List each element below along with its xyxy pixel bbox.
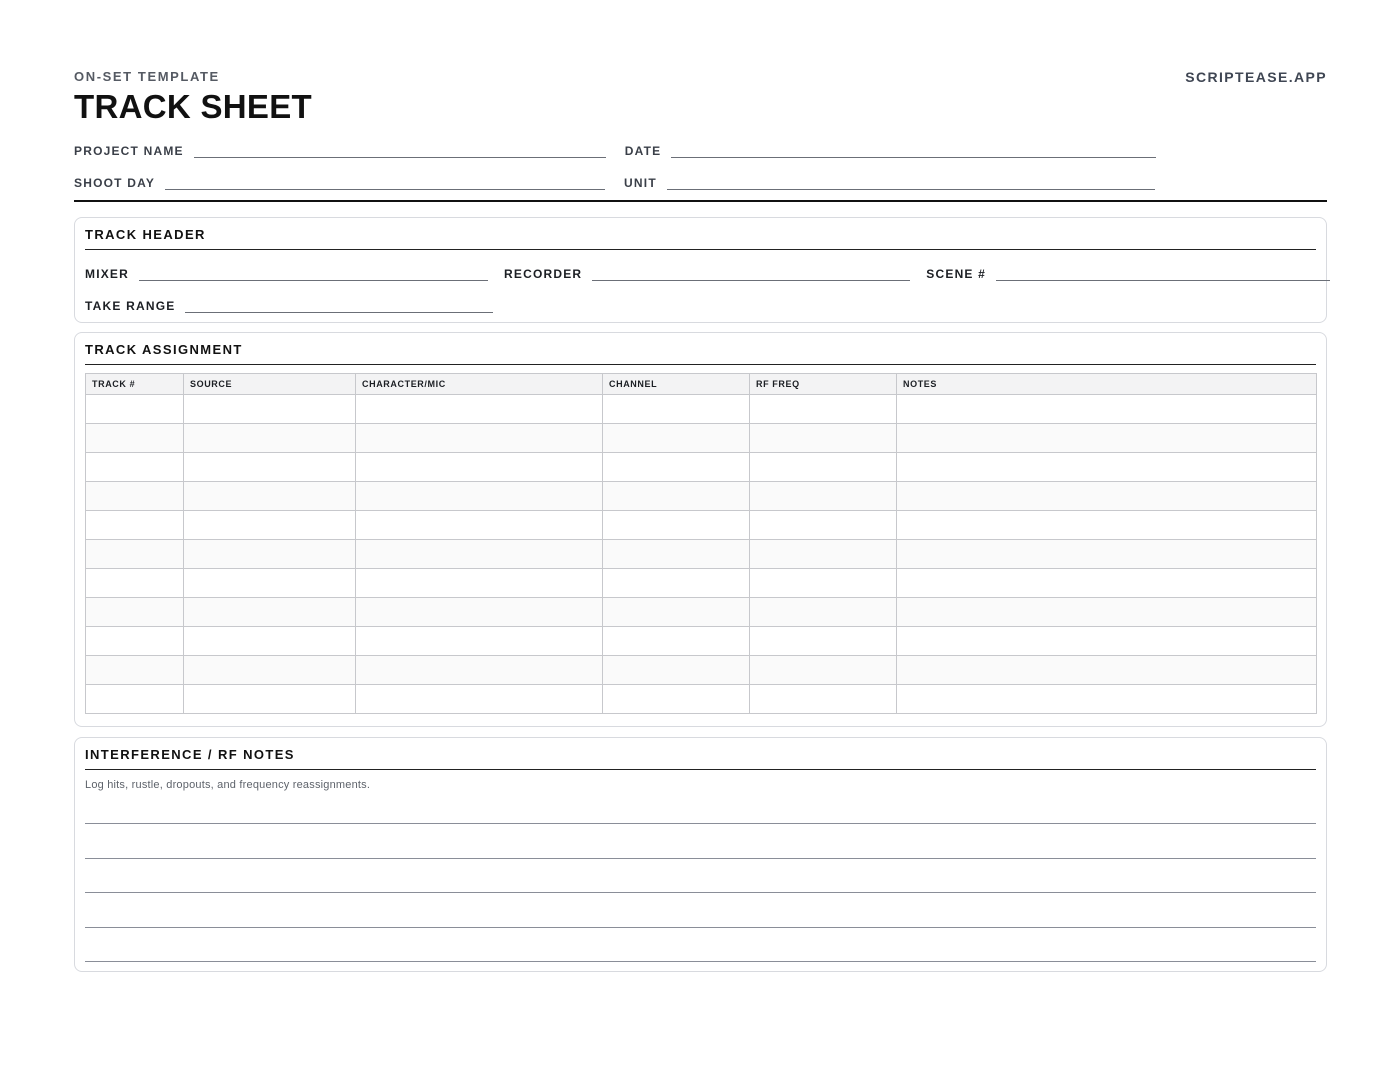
- recorder-input-line[interactable]: [592, 279, 910, 281]
- track-header-row-2: [85, 299, 493, 313]
- mixer-field: [85, 267, 488, 281]
- table-cell[interactable]: [897, 511, 1317, 540]
- table-cell[interactable]: [184, 598, 356, 627]
- table-cell[interactable]: [897, 656, 1317, 685]
- unit-label: UNIT: [624, 176, 657, 190]
- table-cell[interactable]: [750, 395, 897, 424]
- take-range-field: [85, 299, 493, 313]
- template-eyebrow: ON-SET TEMPLATE: [74, 69, 220, 84]
- table-cell[interactable]: [184, 453, 356, 482]
- column-header: CHARACTER/MIC: [356, 374, 603, 395]
- table-cell[interactable]: [356, 569, 603, 598]
- table-cell[interactable]: [356, 482, 603, 511]
- table-cell[interactable]: [356, 656, 603, 685]
- table-row: [86, 395, 1317, 424]
- table-cell[interactable]: [603, 453, 750, 482]
- table-cell[interactable]: [356, 685, 603, 714]
- table-cell[interactable]: [897, 685, 1317, 714]
- rf-notes-hint: Log hits, rustle, dropouts, and frequency reassignments.: [85, 779, 371, 791]
- table-cell[interactable]: [86, 569, 184, 598]
- header-fields-row-1: [74, 144, 1156, 158]
- table-cell[interactable]: [603, 540, 750, 569]
- rf-note-line[interactable]: [85, 892, 1316, 893]
- table-cell[interactable]: [603, 656, 750, 685]
- table-cell[interactable]: [86, 453, 184, 482]
- table-cell[interactable]: [750, 569, 897, 598]
- track-assignment-title: TRACK ASSIGNMENT: [85, 342, 1316, 365]
- rf-note-line[interactable]: [85, 823, 1316, 824]
- table-cell[interactable]: [603, 424, 750, 453]
- page-title: TRACK SHEET: [74, 88, 312, 125]
- date-input-line[interactable]: [671, 156, 1156, 158]
- table-row: [86, 627, 1317, 656]
- recorder-field: [504, 267, 910, 281]
- project-name-input-line[interactable]: [194, 156, 606, 158]
- mixer-input-line[interactable]: [139, 279, 488, 281]
- rf-note-line[interactable]: [85, 961, 1316, 962]
- table-header-row: [86, 374, 1317, 395]
- table-cell[interactable]: [750, 685, 897, 714]
- table-cell[interactable]: [356, 395, 603, 424]
- table-cell[interactable]: [897, 482, 1317, 511]
- track-header-section: [74, 217, 1327, 323]
- track-assignment-section: [74, 332, 1327, 727]
- table-cell[interactable]: [86, 482, 184, 511]
- table-cell[interactable]: [603, 627, 750, 656]
- table-cell[interactable]: [184, 685, 356, 714]
- table-cell[interactable]: [356, 627, 603, 656]
- table-cell[interactable]: [184, 482, 356, 511]
- rf-note-line[interactable]: [85, 927, 1316, 928]
- table-cell[interactable]: [356, 424, 603, 453]
- table-cell[interactable]: [184, 656, 356, 685]
- rf-notes-title: INTERFERENCE / RF NOTES: [85, 747, 1316, 770]
- table-cell[interactable]: [603, 569, 750, 598]
- header-divider: [74, 200, 1327, 202]
- column-header: NOTES: [897, 374, 1317, 395]
- table-cell[interactable]: [86, 511, 184, 540]
- shoot-day-field: [74, 176, 605, 190]
- table-cell[interactable]: [184, 540, 356, 569]
- table-cell[interactable]: [897, 540, 1317, 569]
- table-cell[interactable]: [86, 395, 184, 424]
- table-cell[interactable]: [897, 424, 1317, 453]
- table-cell[interactable]: [603, 395, 750, 424]
- unit-input-line[interactable]: [667, 188, 1155, 190]
- table-cell[interactable]: [356, 598, 603, 627]
- table-cell[interactable]: [356, 540, 603, 569]
- shoot-day-label: SHOOT DAY: [74, 176, 156, 190]
- shoot-day-input-line[interactable]: [165, 188, 605, 190]
- table-cell[interactable]: [603, 482, 750, 511]
- unit-field: [624, 176, 1155, 190]
- date-label: DATE: [624, 144, 662, 158]
- column-header: RF FREQ: [750, 374, 897, 395]
- mixer-label: MIXER: [85, 267, 130, 281]
- table-cell[interactable]: [184, 511, 356, 540]
- take-range-input-line[interactable]: [185, 311, 493, 313]
- table-cell[interactable]: [897, 569, 1317, 598]
- rf-notes-section: [74, 737, 1327, 972]
- table-cell[interactable]: [750, 627, 897, 656]
- table-cell[interactable]: [603, 511, 750, 540]
- table-row: [86, 540, 1317, 569]
- table-cell[interactable]: [897, 453, 1317, 482]
- table-row: [86, 424, 1317, 453]
- scene-field: [926, 267, 1330, 281]
- brand-label: SCRIPTEASE.APP: [1185, 69, 1327, 85]
- table-cell[interactable]: [897, 395, 1317, 424]
- table-cell[interactable]: [184, 395, 356, 424]
- table-cell[interactable]: [897, 598, 1317, 627]
- table-row: [86, 685, 1317, 714]
- recorder-label: RECORDER: [504, 267, 583, 281]
- table-cell[interactable]: [750, 656, 897, 685]
- take-range-label: TAKE RANGE: [85, 299, 176, 313]
- date-field: [625, 144, 1157, 158]
- table-cell[interactable]: [356, 453, 603, 482]
- table-cell[interactable]: [750, 598, 897, 627]
- table-cell[interactable]: [184, 424, 356, 453]
- track-header-row-1: [85, 267, 1330, 281]
- table-row: [86, 569, 1317, 598]
- scene-input-line[interactable]: [996, 279, 1330, 281]
- column-header: CHANNEL: [603, 374, 750, 395]
- table-cell[interactable]: [86, 598, 184, 627]
- table-row: [86, 598, 1317, 627]
- scene-label: SCENE #: [926, 267, 987, 281]
- rf-note-line[interactable]: [85, 858, 1316, 859]
- column-header: TRACK #: [86, 374, 184, 395]
- table-cell[interactable]: [86, 540, 184, 569]
- table-row: [86, 453, 1317, 482]
- table-cell[interactable]: [750, 453, 897, 482]
- table-cell[interactable]: [750, 540, 897, 569]
- table-cell[interactable]: [750, 424, 897, 453]
- table-cell[interactable]: [356, 511, 603, 540]
- table-cell[interactable]: [184, 569, 356, 598]
- table-cell[interactable]: [603, 598, 750, 627]
- table-cell[interactable]: [750, 511, 897, 540]
- header-fields-row-2: [74, 176, 1155, 190]
- table-row: [86, 482, 1317, 511]
- table-cell[interactable]: [86, 627, 184, 656]
- track-assignment-table: [85, 373, 1317, 714]
- table-cell[interactable]: [603, 685, 750, 714]
- table-row: [86, 511, 1317, 540]
- track-header-title: TRACK HEADER: [85, 227, 1316, 250]
- table-cell[interactable]: [86, 656, 184, 685]
- column-header: SOURCE: [184, 374, 356, 395]
- table-cell[interactable]: [750, 482, 897, 511]
- table-cell[interactable]: [86, 685, 184, 714]
- table-cell[interactable]: [86, 424, 184, 453]
- table-cell[interactable]: [897, 627, 1317, 656]
- project-name-field: [74, 144, 606, 158]
- project-name-label: PROJECT NAME: [74, 144, 184, 158]
- table-row: [86, 656, 1317, 685]
- table-cell[interactable]: [184, 627, 356, 656]
